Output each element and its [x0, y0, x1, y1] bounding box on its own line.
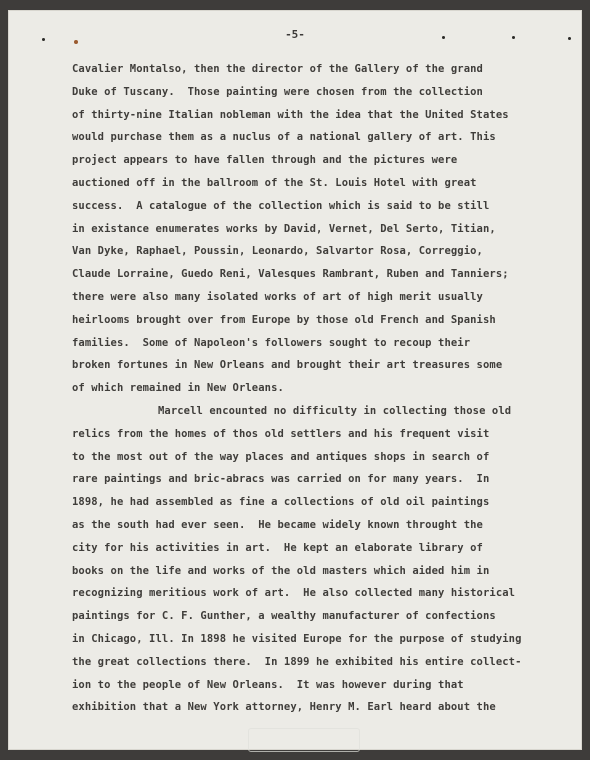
text-line: Claude Lorraine, Guedo Reni, Valesques Rambrant, Ruben and Tanniers;	[72, 268, 509, 281]
text-line: the great collections there. In 1899 he exhibited his entire collect-	[72, 655, 522, 668]
text-line: families. Some of Napoleon's followers sought to recoup their	[72, 336, 471, 349]
text-line: books on the life and works of the old masters which aided him in	[72, 564, 490, 577]
text-line: Duke of Tuscany. Those painting were chosen from the collection	[72, 85, 483, 98]
text-line: exhibition that a New York attorney, Henry M. Earl heard about the	[72, 701, 496, 714]
text-line: 1898, he had assembled as fine a collections of old oil paintings	[72, 496, 490, 509]
text-line: to the most out of the way places and antiques shops in search of	[72, 450, 490, 463]
body-text	[72, 58, 554, 719]
text-line: heirlooms brought over from Europe by those old French and Spanish	[72, 313, 496, 326]
text-line: recognizing meritious work of art. He also collected many historical	[72, 587, 516, 600]
text-line: of thirty-nine Italian nobleman with the idea that the United States	[72, 108, 509, 121]
text-line: there were also many isolated works of art of high merit usually	[72, 290, 483, 303]
text-line: would purchase them as a nuclus of a national gallery of art. This	[72, 131, 496, 144]
text-line: success. A catalogue of the collection which is said to be still	[72, 199, 490, 212]
text-line: relics from the homes of thos old settlers and his frequent visit	[72, 427, 490, 440]
page-number: -5-	[285, 28, 305, 41]
text-line: auctioned off in the ballroom of the St. Louis Hotel with great	[72, 176, 477, 189]
text-line: rare paintings and bric-abracs was carried on for many years. In	[72, 473, 490, 486]
text-line: Van Dyke, Raphael, Poussin, Leonardo, Salvartor Rosa, Correggio,	[72, 245, 483, 258]
text-line: in Chicago, Ill. In 1898 he visited Europe for the purpose of studying	[72, 632, 522, 645]
text-line: as the south had ever seen. He became widely known throught the	[72, 518, 483, 531]
text-line: city for his activities in art. He kept an elaborate library of	[72, 541, 483, 554]
text-line: project appears to have fallen through and the pictures were	[72, 154, 458, 167]
text-line: broken fortunes in New Orleans and brought their art treasures some	[72, 359, 503, 372]
text-line: paintings for C. F. Gunther, a wealthy manufacturer of confections	[72, 610, 496, 623]
text-line: of which remained in New Orleans.	[72, 382, 284, 395]
text-line: ion to the people of New Orleans. It was however during that	[72, 678, 464, 691]
text-line: in existance enumerates works by David, Vernet, Del Serto, Titian,	[72, 222, 496, 235]
text-line: Marcell encounted no difficulty in collecting those old	[158, 404, 512, 417]
faint-stamp	[248, 728, 360, 752]
typewritten-page	[8, 10, 582, 750]
text-line: Cavalier Montalso, then the director of the Gallery of the grand	[72, 63, 483, 75]
